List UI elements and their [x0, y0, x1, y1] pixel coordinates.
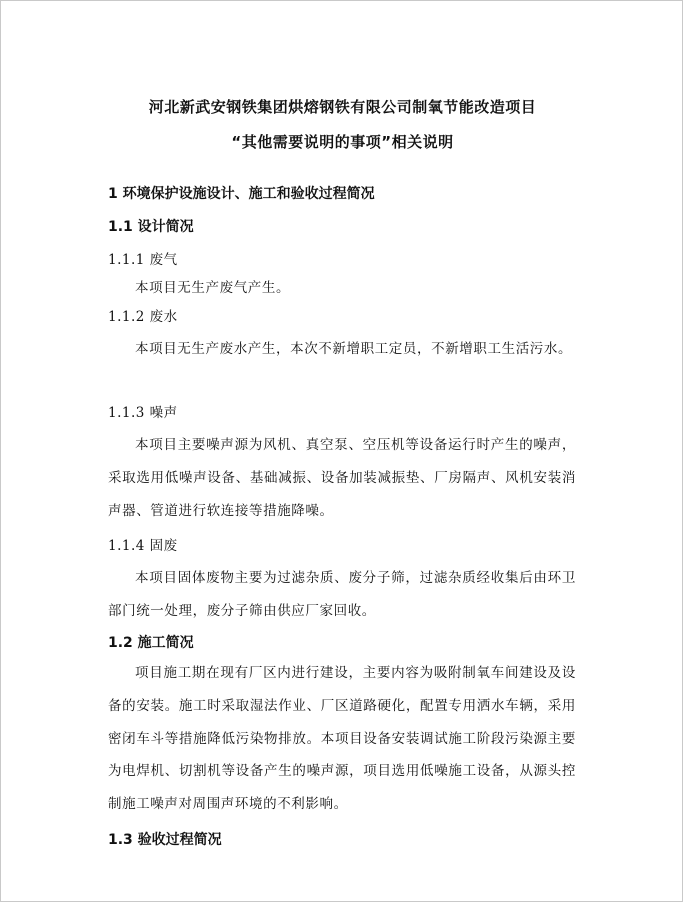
section-1-heading: 1 环境保护设施设计、施工和验收过程简况: [108, 186, 375, 202]
document-title-line-2: “其他需要说明的事项”相关说明: [231, 133, 454, 151]
section-1-1-2-heading: 1.1.2 废水: [108, 309, 178, 325]
construction-paragraph: 项目施工期在现有厂区内进行建设，主要内容为吸附制氧车间建设及设备的安装。施工时采取湿法作业、厂区道路硬化，配置专用洒水车辆，采用密闭车斗等措施降低污染物排放。本项目设备安装调试施工阶段污染源主要为电焊机、切割机等设备产生的噪声源，项目选用低噪施工设备，从源头控制施工噪声对周围声环境的不利影响。: [108, 665, 576, 813]
section-1-1-heading: 1.1 设计简况: [108, 219, 194, 235]
noise-paragraph: 本项目主要噪声源为风机、真空泵、空压机等设备运行时产生的噪声，采取选用低噪声设备、基础减振、设备加装减振垫、厂房隔声、风机安装消声器、管道进行软连接等措施降噪。: [108, 437, 576, 519]
waste-gas-paragraph: 本项目无生产废气产生。: [135, 280, 291, 296]
document-title-line-1: 河北新武安钢铁集团烘熔钢铁有限公司制氧节能改造项目: [148, 98, 537, 116]
section-1-1-3-heading: 1.1.3 噪声: [108, 405, 178, 421]
waste-water-paragraph: 本项目无生产废水产生，本次不新增职工定员，不新增职工生活污水。: [135, 341, 573, 357]
solid-waste-paragraph: 本项目固体废物主要为过滤杂质、废分子筛，过滤杂质经收集后由环卫部门统一处理，废分子筛由供应厂家回收。: [108, 570, 576, 619]
section-1-2-heading: 1.2 施工简况: [108, 635, 194, 651]
section-1-3-heading: 1.3 验收过程简况: [108, 832, 222, 848]
section-1-1-4-heading: 1.1.4 固废: [108, 538, 178, 554]
section-1-1-1-heading: 1.1.1 废气: [108, 252, 178, 268]
